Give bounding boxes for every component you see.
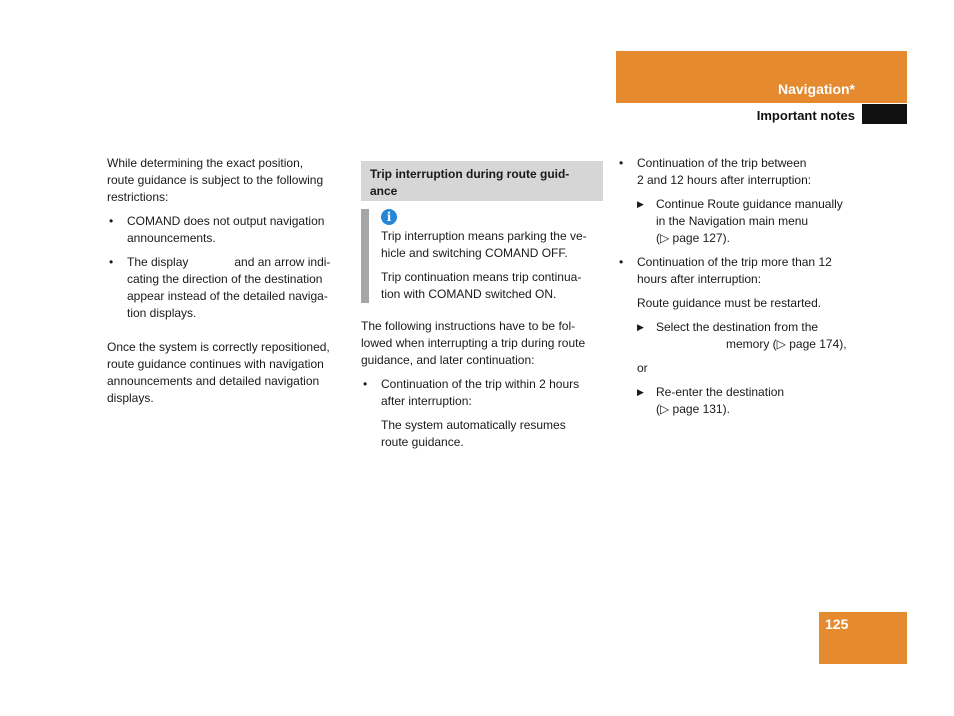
list-item: • COMAND does not output navigation announcements.	[109, 214, 325, 245]
list-item: • Continuation of the trip more than 12 hours after interruption:	[619, 255, 832, 286]
info-box	[361, 209, 603, 303]
column-1	[107, 155, 347, 407]
arrow-icon: ▶	[637, 199, 644, 209]
bullet-icon: •	[363, 377, 368, 391]
section-marker	[862, 104, 907, 124]
chapter-title: Navigation*	[777, 81, 855, 97]
step-item: ▶ Select the destination from the memory (▷ page 174),	[637, 320, 847, 351]
bullet-icon: •	[109, 255, 114, 269]
page-number: 125	[825, 616, 849, 632]
bullet-icon: •	[109, 214, 114, 228]
arrow-icon: ▶	[637, 387, 644, 397]
info-text-1: Trip interruption means parking the ve- hicle and switching COMAND OFF.	[381, 229, 587, 260]
arrow-icon: ▶	[637, 322, 644, 332]
list-item: • Continuation of the trip between 2 and 12 hours after interruption:	[619, 156, 812, 187]
resume-paragraph: The system automatically resumes route guidance.	[381, 418, 566, 449]
chapter-header	[616, 51, 907, 103]
list-item: • Continuation of the trip within 2 hours after interruption:	[363, 377, 580, 408]
or-text: or	[637, 361, 648, 375]
restart-paragraph: Route guidance must be restarted.	[637, 296, 822, 310]
reposition-paragraph: Once the system is correctly repositioned, route guidance continues with navigation announcements and detailed navigation displays.	[107, 340, 330, 405]
step-item: ▶ Continue Route guidance manually in the Navigation main menu (▷ page 127).	[637, 197, 843, 245]
step-item: ▶ Re-enter the destination (▷ page 131).	[637, 385, 785, 416]
instructions-paragraph: The following instructions have to be fol- lowed when interrupting a trip during route guidance, and later continuation:	[361, 319, 586, 367]
column-3	[617, 155, 862, 418]
section-title: Important notes	[756, 108, 855, 123]
info-icon: i	[381, 209, 397, 225]
page-number-box	[819, 612, 907, 664]
intro-paragraph: While determining the exact position, route guidance is subject to the following restrictions:	[107, 156, 324, 204]
list-item: • The display and an arrow indi- cating the direction of the destination appear instead of the detailed naviga- tion displays.	[109, 255, 331, 320]
section-header	[616, 104, 907, 124]
info-text-2: Trip continuation means trip continua- tion with COMAND switched ON.	[381, 270, 582, 301]
bullet-icon: •	[619, 255, 624, 269]
info-bar	[361, 209, 369, 303]
column-2	[361, 155, 603, 451]
bullet-icon: •	[619, 156, 624, 170]
section-heading: Trip interruption during route guid- ance	[361, 161, 603, 201]
